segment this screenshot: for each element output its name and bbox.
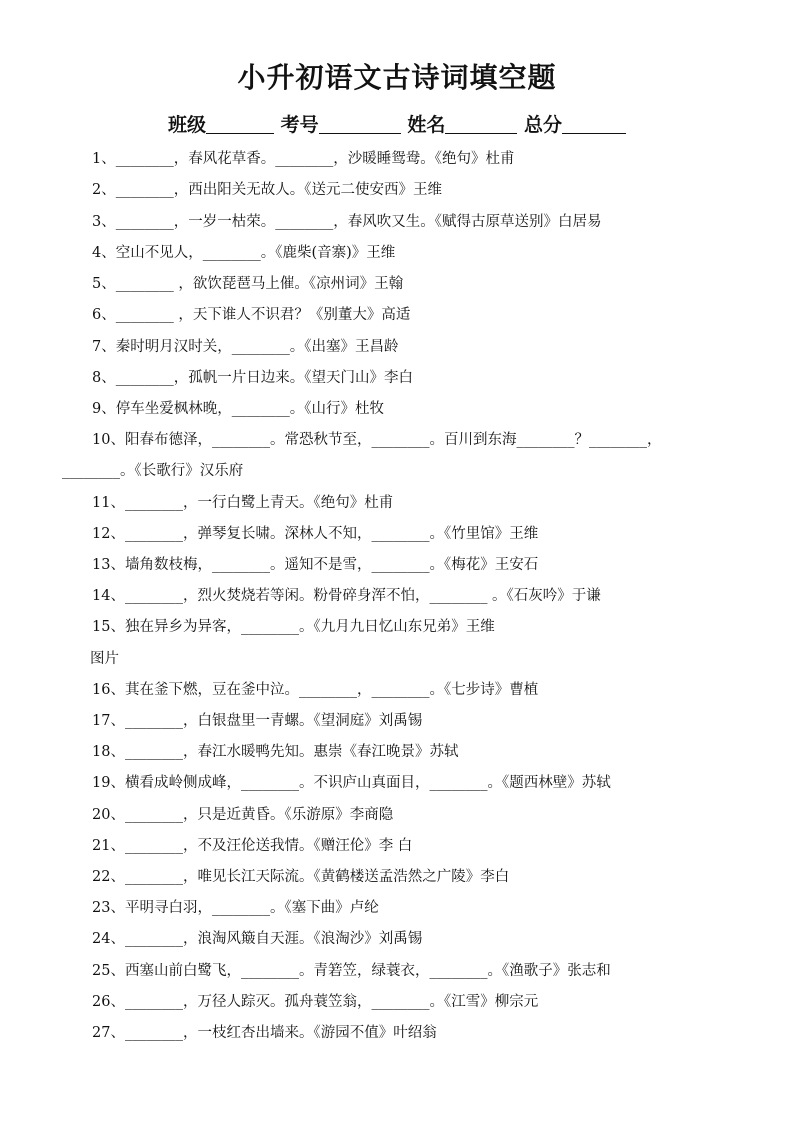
- question-item: 18、________，春江水暖鸭先知。惠崇《春江晚景》苏轼: [92, 744, 459, 760]
- question-item: 3、________，一岁一枯荣。________，春风吹又生。《赋得古原草送别》白居易: [92, 214, 602, 230]
- question-item: 4、空山不见人，________。《鹿柴(音寨)》王维: [92, 245, 396, 261]
- question-item: 19、横看成岭侧成峰，________。不识庐山真面目，________。《题西林壁》苏轼: [92, 775, 611, 791]
- exam-no-blank[interactable]: [319, 113, 401, 134]
- question-item: 20、________，只是近黄昏。《乐游原》李商隐: [92, 807, 394, 823]
- question-item: 5、________ ，欲饮琵琶马上催。《凉州词》王翰: [92, 276, 404, 292]
- question-item: 16、萁在釜下燃，豆在釜中泣。________，________。《七步诗》曹植: [92, 682, 539, 698]
- question-item: 9、停车坐爱枫林晚，________。《山行》杜牧: [92, 401, 384, 417]
- student-info-row: [0, 110, 794, 140]
- question-item: 24、________，浪淘风簸自天涯。《浪淘沙》刘禹锡: [92, 931, 423, 947]
- question-item: 8、________，孤帆一片日边来。《望天门山》李白: [92, 370, 413, 386]
- question-item: 11、________，一行白鹭上青天。《绝句》杜甫: [92, 495, 394, 511]
- name-blank[interactable]: [445, 113, 517, 134]
- question-item: 22、________，唯见长江天际流。《黄鹤楼送孟浩然之广陵》李白: [92, 869, 510, 885]
- score-label: 总分: [523, 114, 562, 136]
- question-item: 17、________，白银盘里一青螺。《望洞庭》刘禹锡: [92, 713, 423, 729]
- question-item: 21、________，不及汪伦送我情。《赠汪伦》李 白: [92, 838, 413, 854]
- class-blank[interactable]: [206, 113, 274, 134]
- exam-no-label: 考号: [280, 114, 319, 136]
- question-item: 27、________，一枝红杏出墙来。《游园不值》叶绍翁: [92, 1025, 437, 1041]
- question-item: 2、________，西出阳关无故人。《送元二使安西》王维: [92, 182, 442, 198]
- question-item: 12、________，弹琴复长啸。深林人不知，________。《竹里馆》王维: [92, 526, 539, 542]
- question-item: 23、平明寻白羽，________。《塞下曲》卢纶: [92, 900, 379, 916]
- question-item: 7、秦时明月汉时关，________。《出塞》王昌龄: [92, 339, 399, 355]
- question-item: 26、________，万径人踪灭。孤舟蓑笠翁，________。《江雪》柳宗元: [92, 994, 539, 1010]
- page-title: 小升初语文古诗词填空题: [237, 61, 557, 94]
- question-item-continuation: ________。《长歌行》汉乐府: [62, 463, 244, 479]
- class-label: 班级: [168, 114, 207, 136]
- question-item: 25、西塞山前白鹭飞，________。青箬笠，绿蓑衣，________。《渔歌子》张志和: [92, 963, 611, 979]
- question-item: 6、________ ，天下谁人不识君？《别董大》高适: [92, 307, 411, 323]
- question-item: 15、独在异乡为异客，________。《九月九日忆山东兄弟》王维: [92, 619, 495, 635]
- score-blank[interactable]: [562, 113, 626, 134]
- question-item: 1、________，春风花草香。________，沙暖睡鸳鸯。《绝句》杜甫: [92, 151, 515, 167]
- question-item: 14、________，烈火焚烧若等闲。粉骨碎身浑不怕，________ 。《石灰吟》于谦: [92, 588, 601, 604]
- question-item: 13、墙角数枝梅，________。遥知不是雪，________。《梅花》王安石: [92, 557, 539, 573]
- image-placeholder-text: 图片: [90, 651, 119, 667]
- name-label: 姓名: [407, 114, 446, 136]
- question-item: 10、阳春布德泽，________。常恐秋节至，________。百川到东海________？________，: [92, 432, 662, 448]
